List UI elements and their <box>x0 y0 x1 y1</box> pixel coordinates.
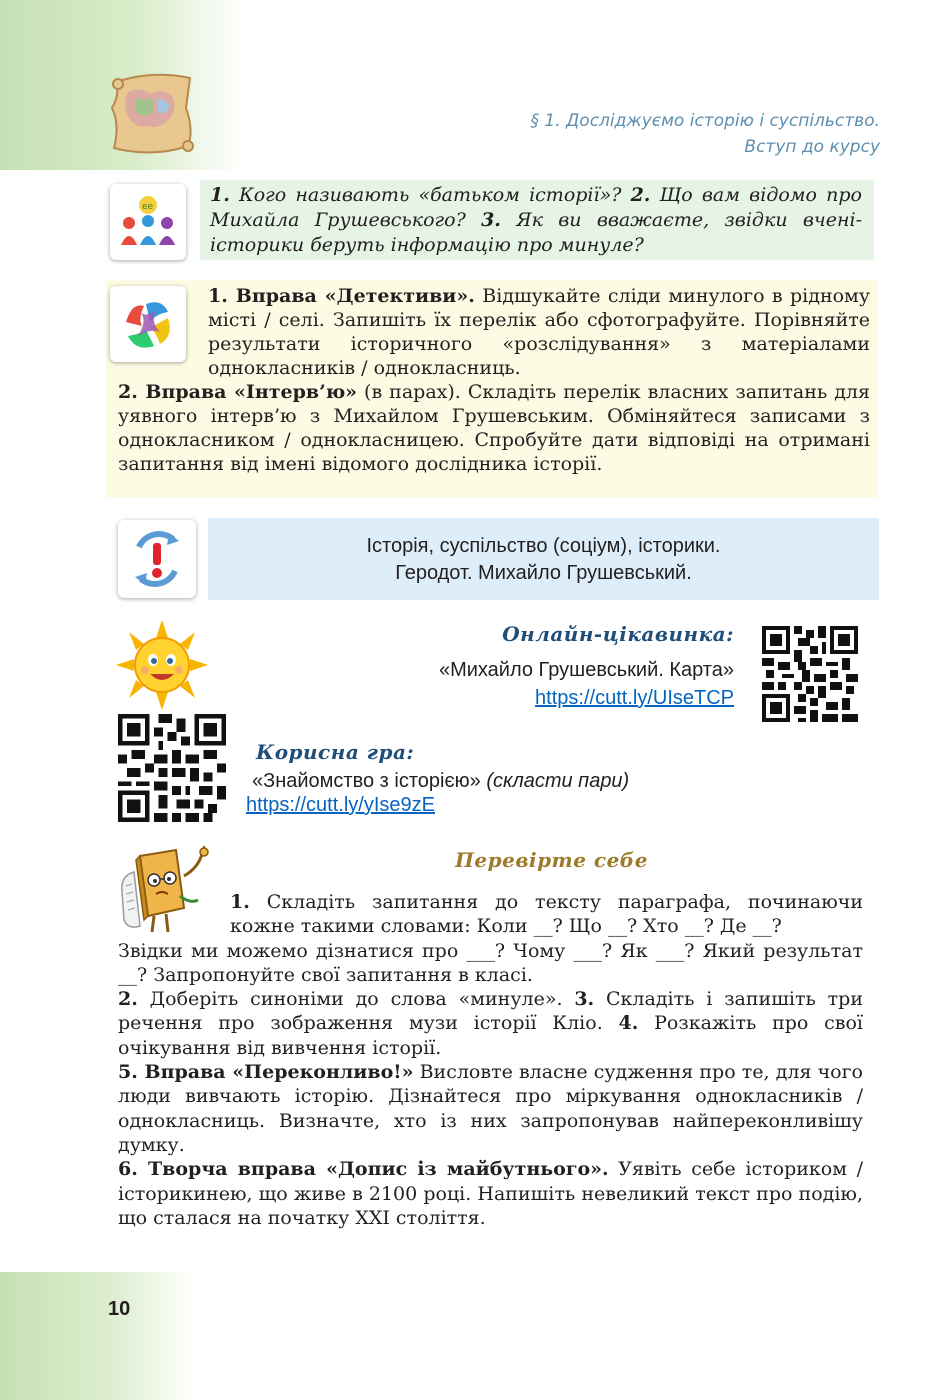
exercise-interview <box>118 380 870 476</box>
task-number: 2. <box>118 988 138 1011</box>
task-item <box>118 1157 863 1230</box>
online-title: Онлайн-цікавинка: <box>502 622 734 646</box>
exercise-title: 1. Вправа «Детективи». <box>208 285 475 307</box>
hands-icon <box>110 286 186 362</box>
question-text: Кого називають «батьком історії»? <box>229 184 631 206</box>
game-resource-title: «Знайомство з історією» <box>252 770 481 792</box>
qr-code-icon[interactable] <box>762 626 858 722</box>
online-link[interactable]: https://cutt.ly/UIseTCP <box>535 687 734 709</box>
question-number: 1. <box>210 184 230 206</box>
question-text: Що вам відомо про Михайла Грушевського? <box>210 184 862 231</box>
section-header <box>530 108 880 160</box>
game-resource-note: (скласти пари) <box>480 770 630 792</box>
exercise-detectives <box>208 284 870 380</box>
task-text: Уявіть себе істориком / історикинею, що живе в 2100 році. Напишіть невеликий текст про подію, що сталася на початку XXI століття. <box>118 1158 864 1229</box>
task-item <box>118 890 863 939</box>
self-check-title: Перевірте себе <box>455 848 648 872</box>
task-text: Доберіть синоніми до слова «минуле». <box>137 988 575 1011</box>
task-text: Складіть і запишіть три речення про зображення музи історії Кліо. <box>118 988 863 1035</box>
task-number: 3. <box>574 988 595 1011</box>
sun-icon <box>116 620 208 710</box>
question-text: Як ви вважаєте, звідки вчені-історики беруть інформацію про минуле? <box>210 209 862 256</box>
section-title: § 1. Досліджуємо історію і суспільство. <box>530 111 880 131</box>
key-terms-line: Геродот. Михайло Грушевський. <box>395 562 692 584</box>
page-number: 10 <box>108 1298 131 1320</box>
task-text: Розкажіть про свої очікування від вивчення історії. <box>118 1012 864 1059</box>
self-check-tasks <box>118 890 863 1230</box>
key-terms <box>208 518 879 600</box>
people-group-icon <box>110 184 186 260</box>
game-resource <box>252 768 629 795</box>
question-number: 3. <box>481 209 501 231</box>
task-title: 6. Творча вправа «Допис із майбутнього». <box>118 1158 609 1181</box>
game-link[interactable]: https://cutt.ly/yIse9zE <box>246 794 435 816</box>
section-subtitle: Вступ до курсу <box>744 137 880 157</box>
question-number: 2. <box>630 184 651 206</box>
task-item <box>118 1060 863 1157</box>
qr-code-icon[interactable] <box>118 714 226 822</box>
exercise-text: (в парах). Складіть перелік власних запитань для уявного інтерв’ю з Михайлом Грушевським. Обміняйтеся записами з однокласником / однокласницею. Спробуйте дати відповіді на отримані запитання від імені відомого дослідника історії. <box>118 381 870 475</box>
task-text: Складіть запитання до тексту параграфа, починаючи кожне такими словами: Коли __? Що __? Хто __? Де __? <box>230 891 863 938</box>
task-number: 1. <box>230 891 250 913</box>
exercises-block <box>106 280 878 498</box>
task-text: Висловте власне судження про те, для чого люди вивчають історію. Дізнайтеся про міркування однокласників / однокласниць. Визначте, хто із них запропонував найпереконливішу думку. <box>118 1061 863 1156</box>
corner-decoration-bottom <box>0 1272 196 1400</box>
task-title: 5. Вправа «Переконливо!» <box>118 1061 414 1084</box>
exercise-text: Відшукайте сліди минулого в рідному місті / селі. Запишіть їх перелік або сфотографуйте. Порівняйте результати історичного «розслідування» з матеріалами однокласників / однокласниць. <box>208 285 871 379</box>
key-terms-line: Історія, суспільство (соціум), історики. <box>366 535 721 557</box>
task-number: 4. <box>618 1012 639 1035</box>
task-item <box>118 987 863 1060</box>
task-text-continued: Звідки ми можемо дізнатися про ___? Чому ___? Як ___? Який результат __? Запропонуйте свої запитання в класі. <box>118 939 863 986</box>
exclamation-cycle-icon <box>118 520 196 598</box>
exercise-title: 2. Вправа «Інтерв’ю» <box>118 381 358 403</box>
intro-questions <box>200 180 874 260</box>
game-title: Корисна гра: <box>256 740 415 764</box>
svg-text:ee: ee <box>142 202 154 212</box>
online-resource-title: «Михайло Грушевський. Карта» <box>438 659 734 681</box>
online-resource <box>439 656 734 712</box>
map-scroll-icon <box>106 68 198 156</box>
